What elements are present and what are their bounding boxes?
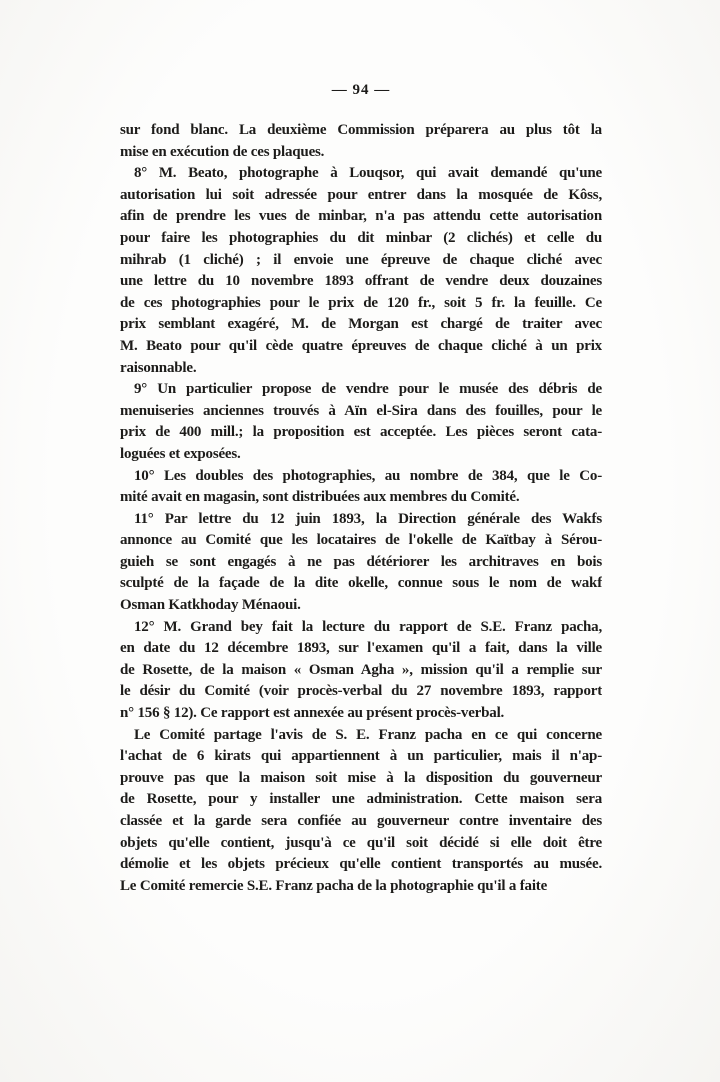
text-line: démolie et les objets précieux qu'elle contient transportés au musée. [120,856,602,873]
text-line: pour faire les photographies du dit minbar (2 clichés) et celle du [120,229,602,246]
text-line: guieh se sont engagés à ne pas détériorer les architraves en bois [120,553,602,570]
text-line: une lettre du 10 novembre 1893 offrant de vendre deux douzaines [120,273,602,290]
paragraph [120,379,602,465]
text-line: menuiseries anciennes trouvés à Aïn el-Sira dans des fouilles, pour le [120,402,602,419]
text-line: sculpté de la façade de la dite okelle, connue sous le nom de wakf [120,575,602,592]
text-line: autorisation lui soit adressée pour entrer dans la mosquée de Kôss, [120,186,602,203]
text-line: le désir du Comité (voir procès-verbal du 27 novembre 1893, rapport [120,683,602,700]
text-line: loguées et exposées. [120,445,241,462]
paragraph [120,163,602,379]
paragraph [120,466,602,509]
text-line: mise en exécution de ces plaques. [120,143,325,160]
text-line: n° 156 § 12). Ce rapport est annexée au présent procès-verbal. [120,705,505,722]
text-line: mité avait en magasin, sont distribuées aux membres du Comité. [120,489,520,506]
text-line: afin de prendre les vues de minbar, n'a pas attendu cette autorisation [120,208,602,225]
text-line: 11° Par lettre du 12 juin 1893, la Direction générale des Wakfs [134,510,602,527]
text-line: M. Beato pour qu'il cède quatre épreuves de chaque cliché à un prix [120,337,602,354]
text-line: objets qu'elle contient, jusqu'à ce qu'il soit décidé si elle doit être [120,834,602,851]
text-line: de Rosette, pour y installer une administration. Cette maison sera [120,791,602,808]
text-line: classée et la garde sera confiée au gouverneur contre inventaire des [120,813,602,829]
text-block [120,120,602,897]
text-line: Osman Katkhoday Ménaoui. [120,597,301,614]
text-line: Le Comité partage l'avis de S. E. Franz pacha en ce qui concerne [134,726,602,743]
text-line: en date du 12 décembre 1893, sur l'examen qu'il a fait, dans la ville [120,640,602,657]
paragraph [120,120,602,163]
text-line: 8° M. Beato, photographe à Louqsor, qui avait demandé qu'une [134,165,602,182]
text-line: annonce au Comité que les locataires de l'okelle de Kaïtbay à Sérou- [120,532,602,549]
text-line: l'achat de 6 kirats qui appartiennent à un particulier, mais il n'ap- [120,748,602,765]
text-line: prix semblant exagéré, M. de Morgan est chargé de traiter avec [120,316,602,333]
text-line: de Rosette, de la maison « Osman Agha », mission qu'il a remplie sur [120,661,602,678]
paragraph [120,725,602,898]
text-line: 12° M. Grand bey fait la lecture du rapport de S.E. Franz pacha, [134,618,602,635]
paragraph [120,617,602,725]
text-line: prouve pas que la maison soit mise à la disposition du gouverneur [120,769,602,786]
text-line: mihrab (1 cliché) ; il envoie une épreuve de chaque cliché avec [120,251,602,268]
text-line: raisonnable. [120,359,197,376]
paragraph [120,509,602,617]
text-line: 10° Les doubles des photographies, au nombre de 384, que le Co- [134,467,602,484]
page-number: — 94 — [331,82,391,98]
text-line: prix de 400 mill.; la proposition est acceptée. Les pièces seront cata- [120,424,602,441]
text-line: 9° Un particulier propose de vendre pour le musée des débris de [134,381,602,398]
text-line: Le Comité remercie S.E. Franz pacha de la photographie qu'il a faite [120,877,548,894]
text-line: sur fond blanc. La deuxième Commission préparera au plus tôt la [120,122,602,138]
text-line: de ces photographies pour le prix de 120 fr., soit 5 fr. la feuille. Ce [120,294,602,311]
